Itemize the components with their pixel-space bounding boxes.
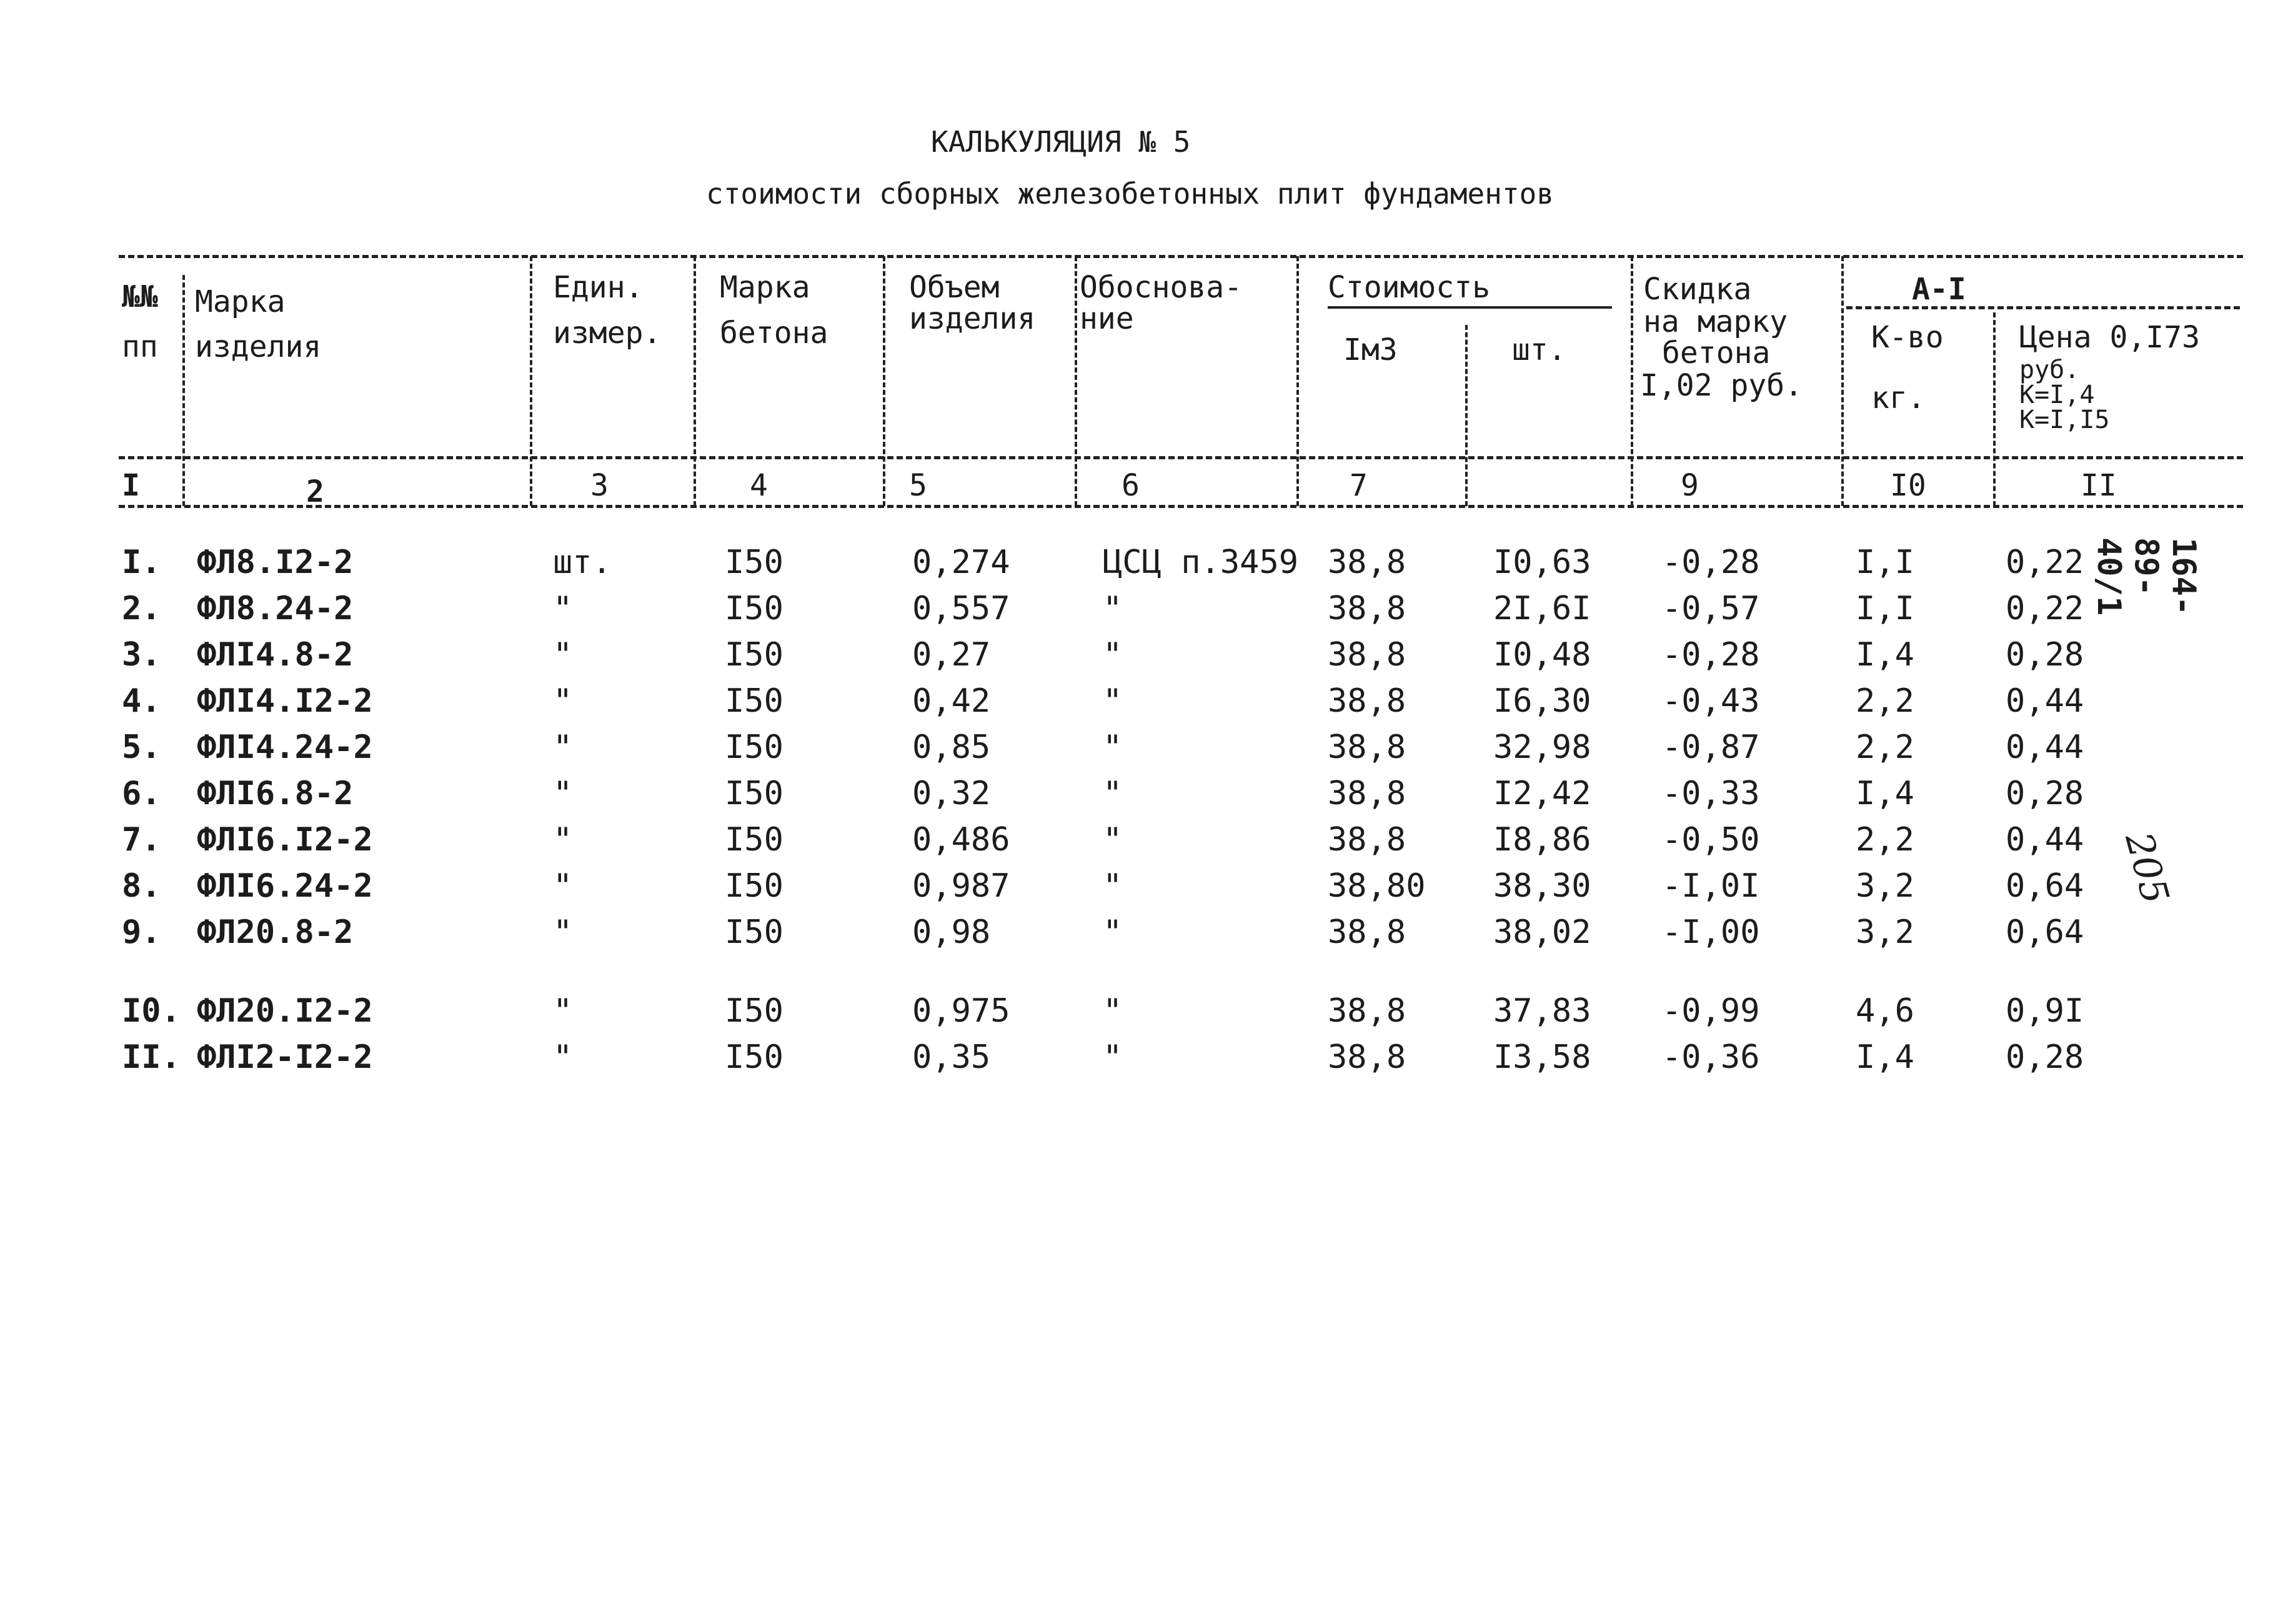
header-beton-a: Марка [720,270,810,305]
unit-of-measure: " [553,867,573,905]
justification: " [1103,992,1123,1030]
justification: ЦСЦ п.3459 [1103,544,1299,581]
row-number: 2. [122,590,161,627]
cost-per-piece: I0,63 [1493,544,1591,581]
justification: " [1103,914,1123,951]
grade-discount: -0,50 [1662,821,1760,859]
document-subtitle: стоимости сборных железобетонных плит фундаментов [706,177,1554,211]
header-beton-b: бетона [720,316,828,351]
header-num-b: пп [122,329,158,364]
col-separator [1296,256,1299,506]
page-number: 205 [2116,828,2177,909]
header-cost-piece: шт. [1512,332,1566,367]
unit-of-measure: " [553,992,573,1030]
grade-discount: -0,57 [1662,590,1760,627]
column-number: 6 [1122,468,1140,503]
grade-discount: -0,43 [1662,682,1760,720]
header-mark-b: изделия [195,329,322,364]
grade-discount: -0,87 [1662,729,1760,766]
row-number: 6. [122,775,161,812]
table-colnum-rule [119,505,2243,508]
grade-discount: -0,33 [1662,775,1760,812]
justification: " [1103,867,1123,905]
unit-of-measure: шт. [553,544,612,581]
steel-price: 0,64 [2006,914,2084,951]
header-discount-c: бетона [1662,336,1771,371]
column-number: I [122,468,140,503]
product-volume: 0,486 [912,821,1010,859]
unit-of-measure: " [553,636,573,674]
col-separator [1465,325,1468,506]
header-price-b: руб. [2019,356,2080,384]
steel-quantity: I,4 [1856,775,1914,812]
steel-price: 0,22 [2006,544,2084,581]
justification: " [1103,1039,1123,1076]
row-number: 7. [122,821,161,859]
cost-per-m3: 38,8 [1328,1039,1406,1076]
cost-per-m3: 38,80 [1328,867,1426,905]
header-mark-a: Марка [195,284,286,319]
row-number: I. [122,544,161,581]
col-separator [694,256,696,506]
justification: " [1103,636,1123,674]
concrete-grade: I50 [725,544,783,581]
cost-per-m3: 38,8 [1328,682,1406,720]
header-num-a: №№ [122,279,158,314]
steel-price: 0,9I [2006,992,2084,1030]
cost-per-piece: I2,42 [1493,775,1591,812]
cost-per-m3: 38,8 [1328,775,1406,812]
grade-discount: -0,28 [1662,544,1760,581]
column-number: II [2081,468,2117,503]
unit-of-measure: " [553,590,573,627]
column-number: 7 [1350,468,1368,503]
row-number: 4. [122,682,161,720]
concrete-grade: I50 [725,992,783,1030]
header-price-a: Цена 0,I73 [2019,320,2200,355]
row-number: I0. [122,992,181,1030]
header-volume-a: Объем [909,270,1000,305]
unit-of-measure: " [553,821,573,859]
column-number: 4 [750,468,768,503]
cost-per-piece: 2I,6I [1493,590,1591,627]
justification: " [1103,590,1123,627]
concrete-grade: I50 [725,914,783,951]
concrete-grade: I50 [725,636,783,674]
steel-price: 0,28 [2006,1039,2084,1076]
grade-discount: -0,28 [1662,636,1760,674]
concrete-grade: I50 [725,682,783,720]
col-separator [1631,256,1633,506]
cost-per-piece: I3,58 [1493,1039,1591,1076]
concrete-grade: I50 [725,1039,783,1076]
steel-price: 0,44 [2006,729,2084,766]
a1-underline [1846,306,2240,309]
column-number: 2 [306,474,324,509]
product-volume: 0,27 [912,636,991,674]
header-discount-d: I,02 руб. [1640,368,1803,403]
cost-per-piece: 38,02 [1493,914,1591,951]
product-mark: ФЛ20.I2-2 [197,992,373,1030]
cost-underline [1328,306,1612,309]
cost-per-m3: 38,8 [1328,544,1406,581]
cost-per-piece: 38,30 [1493,867,1591,905]
product-mark: ФЛI2-I2-2 [197,1039,373,1076]
column-number: 9 [1681,468,1699,503]
header-volume-b: изделия [909,301,1036,336]
col-separator [530,256,532,506]
cost-per-m3: 38,8 [1328,729,1406,766]
cost-per-piece: I6,30 [1493,682,1591,720]
header-price-c: К=I,4 [2019,381,2095,409]
product-volume: 0,975 [912,992,1010,1030]
header-basis-b: ние [1080,301,1134,336]
unit-of-measure: " [553,775,573,812]
header-cost-m3: Iм3 [1343,332,1398,367]
cost-per-piece: 37,83 [1493,992,1591,1030]
steel-quantity: 2,2 [1856,682,1914,720]
cost-per-piece: I8,86 [1493,821,1591,859]
row-number: 3. [122,636,161,674]
product-volume: 0,85 [912,729,991,766]
steel-price: 0,44 [2006,682,2084,720]
product-volume: 0,987 [912,867,1010,905]
column-number: I0 [1890,468,1926,503]
col-separator [1075,256,1077,506]
justification: " [1103,821,1123,859]
cost-per-piece: I0,48 [1493,636,1591,674]
product-volume: 0,274 [912,544,1010,581]
col-separator [182,275,185,506]
unit-of-measure: " [553,914,573,951]
col-separator [883,256,885,506]
cost-per-piece: 32,98 [1493,729,1591,766]
product-volume: 0,42 [912,682,991,720]
steel-price: 0,64 [2006,867,2084,905]
concrete-grade: I50 [725,867,783,905]
table-mid-rule [119,456,2243,459]
steel-price: 0,28 [2006,775,2084,812]
justification: " [1103,682,1123,720]
steel-quantity: 2,2 [1856,821,1914,859]
col-separator [1993,312,1996,506]
header-qty: К-во [1871,320,1944,355]
row-number: II. [122,1039,181,1076]
cost-per-m3: 38,8 [1328,914,1406,951]
steel-quantity: 3,2 [1856,914,1914,951]
product-mark: ФЛI4.8-2 [197,636,354,674]
grade-discount: -0,99 [1662,992,1760,1030]
column-number: 5 [909,468,927,503]
product-volume: 0,98 [912,914,991,951]
header-basis-a: Обоснова- [1080,270,1243,305]
concrete-grade: I50 [725,821,783,859]
cost-per-m3: 38,8 [1328,636,1406,674]
header-price-d: К=I,I5 [2019,406,2110,434]
product-mark: ФЛ8.I2-2 [197,544,354,581]
product-mark: ФЛI4.24-2 [197,729,373,766]
product-mark: ФЛI6.24-2 [197,867,373,905]
steel-quantity: 3,2 [1856,867,1914,905]
justification: " [1103,729,1123,766]
header-a1: А-I [1912,272,1966,307]
concrete-grade: I50 [725,775,783,812]
row-number: 9. [122,914,161,951]
cost-per-m3: 38,8 [1328,992,1406,1030]
steel-quantity: 2,2 [1856,729,1914,766]
unit-of-measure: " [553,1039,573,1076]
column-number: 3 [590,468,609,503]
steel-price: 0,28 [2006,636,2084,674]
product-volume: 0,557 [912,590,1010,627]
product-volume: 0,35 [912,1039,991,1076]
header-discount-a: Скидка [1643,272,1752,307]
cost-per-m3: 38,8 [1328,821,1406,859]
header-qty-unit: кг. [1871,381,1926,416]
cost-per-m3: 38,8 [1328,590,1406,627]
table-top-rule [119,255,2243,258]
steel-quantity: I,I [1856,590,1914,627]
header-discount-b: на марку [1643,304,1788,339]
row-number: 5. [122,729,161,766]
justification: " [1103,775,1123,812]
steel-quantity: I,4 [1856,636,1914,674]
steel-price: 0,44 [2006,821,2084,859]
header-unit-b: измер. [553,316,662,351]
concrete-grade: I50 [725,729,783,766]
product-mark: ФЛ8.24-2 [197,590,354,627]
product-mark: ФЛI4.I2-2 [197,682,373,720]
concrete-grade: I50 [725,590,783,627]
row-number: 8. [122,867,161,905]
steel-price: 0,22 [2006,590,2084,627]
col-separator [1841,256,1844,506]
product-mark: ФЛI6.I2-2 [197,821,373,859]
product-volume: 0,32 [912,775,991,812]
header-cost: Стоимость [1328,270,1491,305]
steel-quantity: I,I [1856,544,1914,581]
grade-discount: -I,00 [1662,914,1760,951]
product-mark: ФЛI6.8-2 [197,775,354,812]
header-unit-a: Един. [553,270,644,305]
grade-discount: -I,0I [1662,867,1760,905]
unit-of-measure: " [553,729,573,766]
document-stamp: 164-89-40/1 [2090,537,2202,616]
grade-discount: -0,36 [1662,1039,1760,1076]
product-mark: ФЛ20.8-2 [197,914,354,951]
steel-quantity: I,4 [1856,1039,1914,1076]
steel-quantity: 4,6 [1856,992,1914,1030]
unit-of-measure: " [553,682,573,720]
document-title: КАЛЬКУЛЯЦИЯ № 5 [931,125,1191,159]
